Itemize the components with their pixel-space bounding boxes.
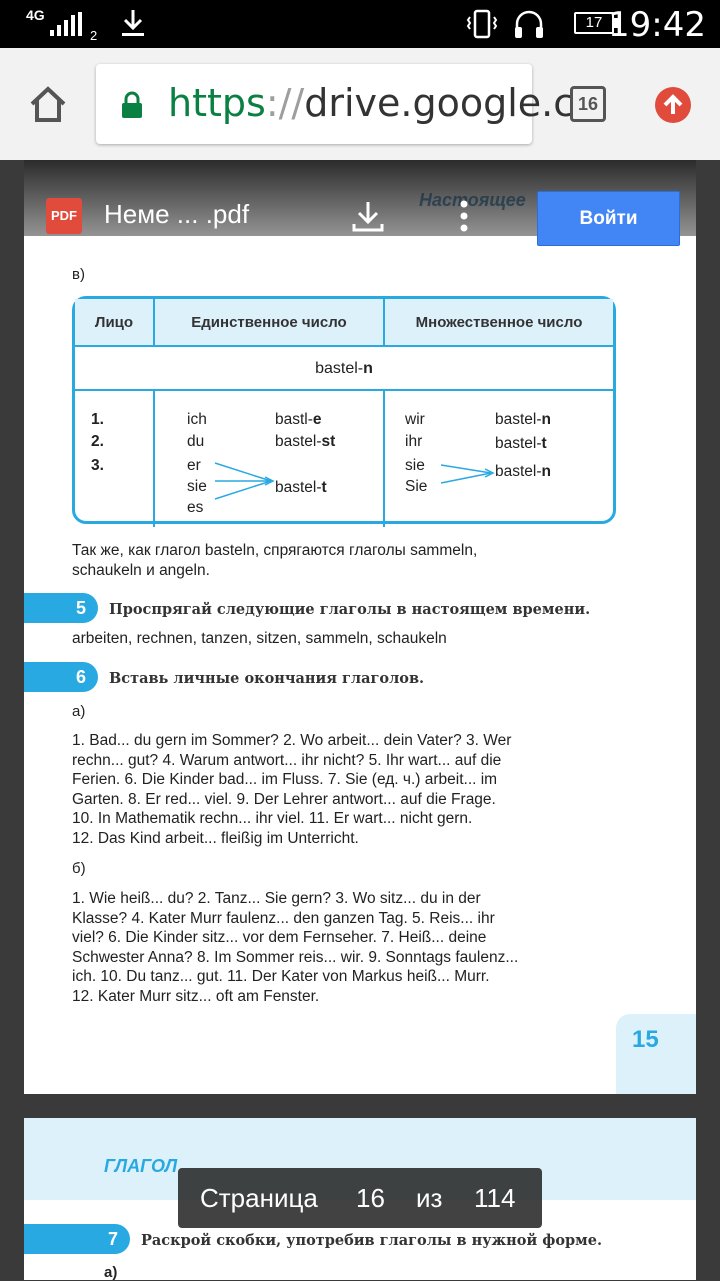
vibrate-icon xyxy=(466,8,498,40)
task-number-6: 6 xyxy=(24,662,98,692)
pl-pronoun-1: wir xyxy=(405,411,425,428)
url-text: https://drive.google.c xyxy=(168,81,575,125)
task-6-part-b-label: б) xyxy=(72,860,86,877)
status-bar xyxy=(0,0,720,48)
pl-pronoun-3a: sie xyxy=(405,457,425,474)
sg-pronoun-3a: er xyxy=(187,457,201,474)
page-counter-label: Страница xyxy=(200,1183,318,1213)
pl-pronoun-3b: Sie xyxy=(405,478,428,495)
file-name: Неме ... .pdf xyxy=(104,199,250,229)
pdf-page xyxy=(24,160,696,1094)
task-5-title: Проспрягай следующие глаголы в настоящем времени. xyxy=(109,601,591,618)
sg-pronoun-2: du xyxy=(187,433,205,450)
sg-form-1: bastl-e xyxy=(275,411,322,428)
pl-form-1: bastel-n xyxy=(495,411,551,428)
pdf-file-icon: PDF xyxy=(46,198,82,234)
task-7-title: Раскрой скобки, употребив глаголы в нужной форме. xyxy=(141,1232,603,1249)
person-2: 2. xyxy=(91,433,104,450)
arrow-connector xyxy=(213,459,277,509)
more-options-icon[interactable] xyxy=(452,198,476,234)
person-3: 3. xyxy=(91,457,104,474)
tab-switcher-button[interactable]: 16 xyxy=(570,86,606,122)
page-number-tab xyxy=(616,1014,696,1094)
table-divider xyxy=(153,391,155,527)
page-counter-current: 16 xyxy=(356,1183,385,1213)
task-5-verbs: arbeiten, rechnen, tanzen, sitzen, sammeln, schaukeln xyxy=(72,630,447,647)
download-icon[interactable] xyxy=(350,198,386,234)
task-7-part-a-label: а) xyxy=(104,1264,118,1281)
task-number-5: 5 xyxy=(24,593,98,623)
sign-in-button[interactable]: Войти xyxy=(537,191,680,246)
address-bar[interactable] xyxy=(96,64,575,144)
section-title: ГЛАГОЛ xyxy=(104,1156,178,1176)
lock-icon xyxy=(120,90,144,120)
pdf-viewer-toolbar xyxy=(24,160,696,236)
conjugation-table xyxy=(72,296,616,524)
infinitive-row: bastel-n xyxy=(75,347,613,391)
network-type: 4G xyxy=(26,7,45,23)
sim-slot: 2 xyxy=(90,28,98,43)
sg-pronoun-3c: es xyxy=(187,499,204,516)
header-person: Лицо xyxy=(94,314,134,331)
headset-icon xyxy=(512,8,546,40)
sg-pronoun-1: ich xyxy=(187,411,207,428)
clock: 19:42 xyxy=(608,5,706,45)
signal-icon xyxy=(50,12,86,36)
page-counter-total: 114 xyxy=(474,1183,516,1213)
browser-toolbar xyxy=(0,48,720,160)
header-plural: Множественное число xyxy=(415,314,583,331)
task-6-part-b-text: 1. Wie heiß... du? 2. Tanz... Sie gern? 3. Wo sitz... du in der Klasse? 4. Kater Murr faulenz... den ganzen Tag. 5. Reis... ihr viel? 6. Die Kinder sitz... vor dem Fernseher. 7. Heiß... deine Schwester Anna? 8. Im Sommer reis... wir. 9. Sonntags faulenz... ich. 10. Du tanz... gut. 11. Der Kater von Markus heiß... Murr. 12. Kater Murr sitz... oft am Fenster. xyxy=(72,890,519,1005)
task-6-title: Вставь личные окончания глаголов. xyxy=(109,670,425,687)
section-label: в) xyxy=(72,266,85,283)
upload-icon[interactable] xyxy=(654,86,692,124)
task-6-part-a-text: 1. Bad... du gern im Sommer? 2. Wo arbeit... dein Vater? 3. Wer rechn... gut? 4. Warum antwort... ihr nicht? 5. Ihr wart... auf die Ferien. 6. Die Kinder bad... im Fluss. 7. Sie (ед. ч.) arbeit... im Garten. 8. Er red... viel. 9. Der Lehrer antwort... auf die Frage. 10. In Mathematik rechn... ihr viel. 11. Er wart... nicht gern. 12. Das Kind arbeit... fleißig im Unterricht. xyxy=(72,732,512,847)
page-number: 15 xyxy=(632,1026,659,1053)
sg-form-2: bastel-st xyxy=(275,433,336,450)
battery-level: 17 xyxy=(585,14,603,31)
task-number-7: 7 xyxy=(24,1224,130,1254)
page-counter-of: из xyxy=(416,1183,443,1213)
home-icon[interactable] xyxy=(28,84,68,124)
header-singular: Единственное число xyxy=(191,314,347,331)
pl-pronoun-2: ihr xyxy=(405,433,423,450)
page-counter xyxy=(178,1168,542,1228)
note-paragraph: Так же, как глагол basteln, спрягаются глаголы sammeln, schaukeln и angeln. xyxy=(72,542,478,579)
sg-pronoun-3b: sie xyxy=(187,478,207,495)
pl-form-2: bastel-t xyxy=(495,435,547,452)
table-divider xyxy=(383,391,385,527)
pl-form-3: bastel-n xyxy=(495,463,551,480)
sg-form-3: bastel-t xyxy=(275,479,327,496)
person-1: 1. xyxy=(91,411,104,428)
task-6-part-a-label: а) xyxy=(72,703,86,720)
arrow-connector xyxy=(439,459,497,489)
download-status-icon xyxy=(120,8,146,38)
